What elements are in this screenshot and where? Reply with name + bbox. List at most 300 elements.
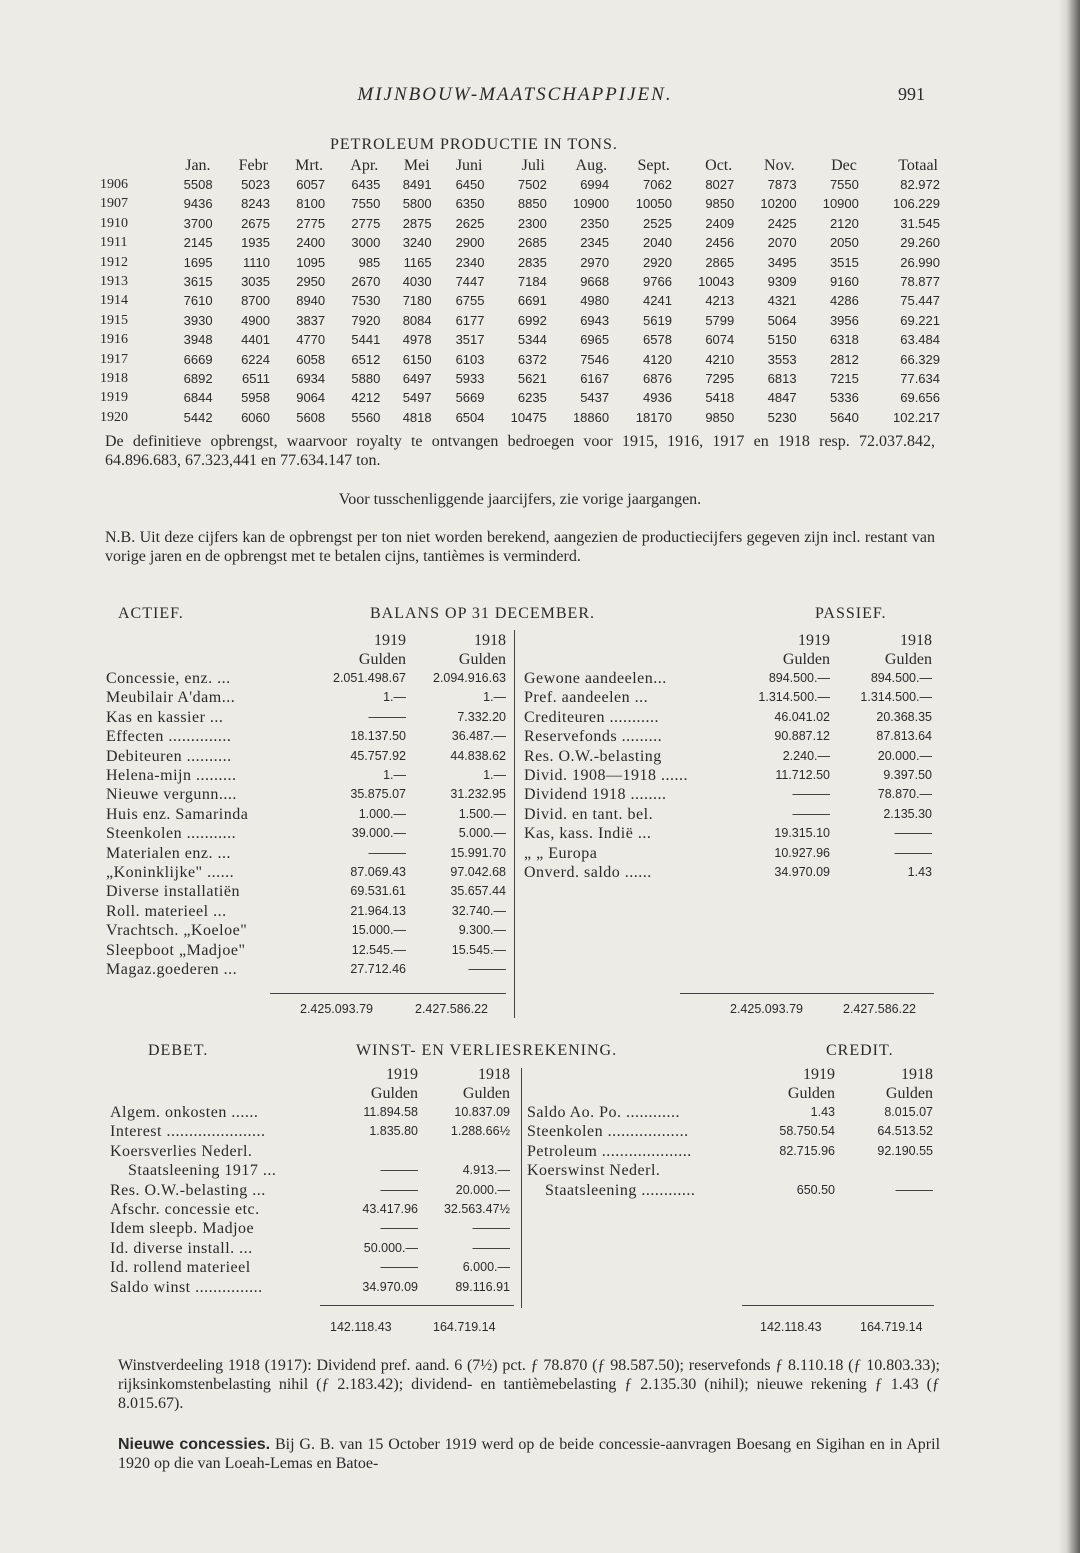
actief-table bbox=[106, 631, 506, 980]
value-cell: 82.972 bbox=[900, 177, 940, 192]
month-header: Totaal bbox=[898, 157, 938, 174]
value-cell: 4213 bbox=[705, 293, 735, 309]
value-cell: 66.329 bbox=[900, 351, 940, 367]
balance-title: BALANS OP 31 DECEMBER. bbox=[370, 605, 595, 622]
actief-amount: 87.069.43 bbox=[350, 865, 406, 880]
value-cell: 7295 bbox=[705, 371, 735, 387]
value-cell: 2145 bbox=[183, 235, 213, 251]
actief-row bbox=[106, 941, 506, 960]
production-row bbox=[100, 388, 940, 407]
debet-row bbox=[110, 1103, 510, 1122]
month-header: Juni bbox=[455, 157, 483, 174]
value-cell: 2920 bbox=[643, 254, 672, 270]
value-cell: 6943 bbox=[580, 312, 610, 328]
credit-row bbox=[527, 1103, 933, 1122]
value-cell: 2775 bbox=[351, 215, 381, 231]
value-cell: 6167 bbox=[580, 371, 610, 387]
actief-amount: 45.757.92 bbox=[350, 748, 406, 763]
debet-label: Id. diverse install. ... bbox=[110, 1239, 253, 1257]
actief-amount: 9.300.— bbox=[458, 923, 506, 938]
value-cell: 6965 bbox=[580, 332, 610, 348]
value-cell: 2350 bbox=[580, 215, 610, 231]
credit-amount: 82.715.96 bbox=[779, 1143, 835, 1158]
value-cell: 18170 bbox=[635, 409, 672, 425]
debet-amount: ——— bbox=[380, 1221, 418, 1236]
pl-title: WINST- EN VERLIESREKENING. bbox=[356, 1042, 618, 1059]
value-cell: 75.447 bbox=[900, 293, 940, 309]
value-cell: 3948 bbox=[183, 332, 213, 348]
debet-amount: 11.894.58 bbox=[363, 1105, 418, 1119]
credit-amount: 92.190.55 bbox=[877, 1143, 933, 1158]
credit-title: CREDIT. bbox=[826, 1042, 894, 1059]
production-row bbox=[100, 330, 940, 349]
credit-table bbox=[527, 1065, 933, 1200]
value-cell: 6350 bbox=[455, 196, 485, 212]
month-header: Sept. bbox=[637, 157, 670, 174]
value-cell: 7062 bbox=[643, 177, 672, 192]
unit-gulden: Gulden bbox=[462, 1085, 510, 1102]
value-cell: 102.217 bbox=[893, 409, 940, 425]
value-cell: 8491 bbox=[402, 177, 432, 192]
year-cell: 1916 bbox=[100, 332, 128, 348]
value-cell: 4210 bbox=[705, 351, 735, 367]
value-cell: 1095 bbox=[296, 254, 326, 270]
value-cell: 6318 bbox=[829, 332, 859, 348]
page-title: MIJNBOUW-MAATSCHAPPIJEN. bbox=[357, 84, 673, 105]
actief-amount: 15.545.— bbox=[451, 942, 506, 957]
value-cell: 2425 bbox=[767, 215, 797, 231]
year-cell: 1918 bbox=[100, 371, 128, 387]
value-cell: 3000 bbox=[351, 235, 381, 251]
value-cell: 5023 bbox=[241, 177, 270, 192]
passief-total-rule bbox=[680, 993, 934, 994]
value-cell: 6058 bbox=[296, 351, 326, 367]
value-cell: 4978 bbox=[402, 332, 432, 348]
value-cell: 5230 bbox=[767, 409, 797, 425]
passief-rows bbox=[524, 669, 932, 882]
value-cell: 6074 bbox=[705, 332, 735, 348]
value-cell: 7530 bbox=[351, 293, 381, 309]
debet-amount: 20.000.— bbox=[455, 1182, 510, 1197]
debet-total-rule bbox=[320, 1305, 514, 1306]
value-cell: 4321 bbox=[767, 293, 797, 309]
credit-amount bbox=[739, 1161, 835, 1180]
actief-amount: 1.500.— bbox=[458, 806, 506, 821]
passief-amount: 19.315.10 bbox=[774, 826, 830, 841]
debet-row bbox=[110, 1278, 510, 1297]
production-table bbox=[100, 156, 940, 427]
value-cell: 5418 bbox=[705, 390, 735, 406]
value-cell: 7184 bbox=[517, 274, 547, 290]
actief-label: Debiteuren .......... bbox=[106, 747, 232, 765]
value-cell: 4030 bbox=[402, 274, 432, 290]
book-edge bbox=[1058, 0, 1080, 1553]
debet-amount: 6.000.— bbox=[462, 1260, 510, 1275]
passief-label: „ „ Europa bbox=[524, 844, 598, 862]
passief-amount: 9.397.50 bbox=[883, 768, 932, 783]
value-cell: 7502 bbox=[517, 177, 547, 192]
value-cell: 6511 bbox=[242, 371, 270, 387]
value-cell: 9160 bbox=[829, 274, 859, 290]
value-cell: 3240 bbox=[402, 235, 432, 251]
value-cell: 5442 bbox=[183, 409, 213, 425]
value-cell: 3035 bbox=[241, 274, 270, 290]
passief-title: PASSIEF. bbox=[815, 605, 887, 622]
debet-table bbox=[110, 1065, 510, 1297]
production-row bbox=[100, 194, 940, 213]
debet-year-row bbox=[110, 1065, 510, 1084]
passief-amount: ——— bbox=[894, 826, 932, 841]
year-cell: 1910 bbox=[100, 215, 128, 231]
value-cell: 6934 bbox=[296, 371, 326, 387]
value-cell: 8940 bbox=[296, 293, 326, 309]
passief-amount: 11.712.50 bbox=[775, 768, 830, 783]
credit-label: Steenkolen .................. bbox=[527, 1123, 689, 1141]
value-cell: 6060 bbox=[241, 409, 270, 425]
debet-label: Koersverlies Nederl. bbox=[110, 1142, 253, 1160]
credit-row bbox=[527, 1161, 933, 1180]
passief-row bbox=[524, 766, 932, 785]
passief-row bbox=[524, 824, 932, 843]
credit-unit-row bbox=[527, 1084, 933, 1103]
value-cell: 2812 bbox=[829, 351, 859, 367]
debet-label: Idem sleepb. Madjoe bbox=[110, 1220, 255, 1238]
unit-gulden: Gulden bbox=[782, 651, 830, 668]
value-cell: 7550 bbox=[829, 177, 859, 192]
value-cell: 6994 bbox=[580, 177, 610, 192]
passief-label: Divid. 1908—1918 ...... bbox=[524, 767, 688, 785]
credit-amount: 58.750.54 bbox=[779, 1124, 835, 1139]
passief-label: Crediteuren ........... bbox=[524, 708, 660, 726]
actief-amount: 27.712.46 bbox=[350, 962, 406, 977]
passief-amount: 894.500.— bbox=[768, 671, 830, 685]
actief-amount: 1.— bbox=[483, 690, 506, 705]
debet-amount bbox=[322, 1142, 418, 1161]
winstverdeling-paragraph: Winstverdeeling 1918 (1917): Dividend pref. aand. 6 (7½) pct. ƒ 78.870 (ƒ 98.587.50); reservefonds ƒ 8.110.18 (ƒ 10.803.33); rijksinkomstenbelasting nihil (ƒ 2.183.42); dividend- en tantièmebelasting ƒ 2.135.30 (nihil); nieuwe rekening ƒ 1.43 (ƒ 8.015.67). bbox=[118, 1357, 940, 1412]
actief-amount: 32.740.— bbox=[451, 903, 506, 918]
year-1919: 1919 bbox=[374, 632, 406, 649]
credit-amount: 8.015.07 bbox=[884, 1105, 933, 1119]
value-cell: 2040 bbox=[643, 235, 672, 251]
passief-year-row bbox=[524, 631, 932, 650]
actief-amount: 5.000.— bbox=[458, 826, 506, 841]
passief-label: Res. O.W.-belasting bbox=[524, 747, 662, 765]
debet-amount: ——— bbox=[472, 1221, 510, 1236]
debet-amount: 34.970.09 bbox=[362, 1279, 418, 1294]
value-cell: 5933 bbox=[455, 371, 485, 387]
passief-amount: 90.887.12 bbox=[774, 729, 830, 744]
value-cell: 9766 bbox=[643, 274, 672, 290]
actief-amount: ——— bbox=[368, 709, 406, 724]
actief-amount: ——— bbox=[368, 845, 406, 860]
unit-gulden: Gulden bbox=[458, 651, 506, 668]
actief-amount: 36.487.— bbox=[451, 729, 506, 744]
debet-unit-row bbox=[110, 1084, 510, 1103]
actief-amount: 1.— bbox=[383, 768, 406, 783]
actief-amount: 18.137.50 bbox=[350, 729, 406, 744]
intermediate-years-note: Voor tusschenliggende jaarcijfers, zie vorige jaargangen. bbox=[338, 491, 702, 508]
passief-total-1919: 2.425.093.79 bbox=[730, 1002, 803, 1016]
actief-amount: 2.094.916.63 bbox=[433, 671, 506, 685]
actief-rows bbox=[106, 669, 506, 980]
value-cell: 5799 bbox=[705, 312, 735, 328]
value-cell: 8243 bbox=[241, 196, 270, 212]
passief-amount: 78.870.— bbox=[877, 787, 932, 802]
debet-label: Afschr. concessie etc. bbox=[110, 1201, 260, 1219]
actief-amount: 12.545.— bbox=[351, 942, 406, 957]
value-cell: 6992 bbox=[517, 312, 547, 328]
credit-total-1918: 164.719.14 bbox=[860, 1320, 923, 1334]
actief-label: Materialen enz. ... bbox=[106, 844, 231, 862]
value-cell: 4980 bbox=[580, 293, 610, 309]
value-cell: 2835 bbox=[517, 254, 547, 270]
value-cell: 5437 bbox=[580, 390, 610, 406]
value-cell: 2525 bbox=[643, 215, 672, 231]
production-header-row bbox=[100, 156, 940, 175]
value-cell: 3930 bbox=[183, 312, 213, 328]
value-cell: 7180 bbox=[402, 293, 432, 309]
passief-row bbox=[524, 708, 932, 727]
passief-unit-row bbox=[524, 650, 932, 669]
passief-table bbox=[524, 631, 932, 882]
value-cell: 6224 bbox=[241, 351, 270, 367]
month-header: Apr. bbox=[350, 157, 379, 174]
actief-label: Steenkolen ........... bbox=[106, 825, 237, 843]
passief-amount: 87.813.64 bbox=[876, 729, 932, 744]
value-cell: 2120 bbox=[829, 215, 859, 231]
production-row bbox=[100, 311, 940, 330]
actief-row bbox=[106, 805, 506, 824]
value-cell: 1695 bbox=[183, 254, 213, 270]
value-cell: 6512 bbox=[351, 351, 381, 367]
production-row bbox=[100, 350, 940, 369]
value-cell: 10200 bbox=[760, 196, 797, 212]
unit-gulden: Gulden bbox=[787, 1085, 835, 1102]
actief-row bbox=[106, 844, 506, 863]
value-cell: 9436 bbox=[183, 196, 213, 212]
value-cell: 5508 bbox=[183, 177, 213, 192]
value-cell: 6504 bbox=[455, 409, 485, 425]
debet-label: Staatsleening 1917 ... bbox=[128, 1162, 277, 1180]
value-cell: 6497 bbox=[402, 371, 432, 387]
pl-divider bbox=[521, 1068, 522, 1308]
debet-amount: 4.913.— bbox=[462, 1163, 510, 1178]
debet-amount: ——— bbox=[380, 1163, 418, 1178]
value-cell: 3837 bbox=[296, 312, 326, 328]
debet-amount: 43.417.96 bbox=[362, 1202, 418, 1217]
actief-row bbox=[106, 785, 506, 804]
unit-gulden: Gulden bbox=[884, 651, 932, 668]
credit-total-rule bbox=[742, 1305, 934, 1306]
month-header: Nov. bbox=[764, 157, 795, 174]
value-cell: 4770 bbox=[296, 332, 326, 348]
debet-label: Id. rollend materieel bbox=[110, 1259, 251, 1277]
debet-rows bbox=[110, 1103, 510, 1297]
value-cell: 5640 bbox=[829, 409, 859, 425]
passief-row bbox=[524, 747, 932, 766]
actief-total-rule bbox=[270, 993, 506, 994]
year-1918: 1918 bbox=[478, 1066, 510, 1083]
passief-row bbox=[524, 669, 932, 688]
passief-row bbox=[524, 805, 932, 824]
value-cell: 6844 bbox=[183, 390, 213, 406]
value-cell: 7610 bbox=[183, 293, 213, 309]
actief-label: Vrachtsch. „Koeloe" bbox=[106, 922, 248, 940]
value-cell: 2875 bbox=[402, 215, 432, 231]
actief-amount: 7.332.20 bbox=[457, 709, 506, 724]
credit-row bbox=[527, 1122, 933, 1141]
value-cell: 5669 bbox=[455, 390, 485, 406]
value-cell: 985 bbox=[358, 254, 381, 270]
passief-amount: ——— bbox=[894, 845, 932, 860]
actief-amount: 35.657.44 bbox=[450, 884, 506, 899]
value-cell: 4818 bbox=[402, 409, 432, 425]
actief-amount: 31.232.95 bbox=[450, 787, 506, 802]
debet-total-1918: 164.719.14 bbox=[433, 1320, 496, 1334]
value-cell: 6435 bbox=[351, 177, 381, 192]
page-number: 991 bbox=[898, 84, 925, 104]
year-cell: 1919 bbox=[100, 390, 128, 406]
actief-label: Kas en kassier ... bbox=[106, 708, 224, 726]
value-cell: 2456 bbox=[705, 235, 735, 251]
actief-amount: 44.838.62 bbox=[450, 748, 506, 763]
actief-row bbox=[106, 863, 506, 882]
year-cell: 1920 bbox=[100, 409, 128, 425]
actief-amount: 39.000.— bbox=[351, 826, 406, 841]
unit-gulden: Gulden bbox=[358, 651, 406, 668]
month-header: Mei bbox=[403, 157, 430, 174]
value-cell: 6177 bbox=[455, 312, 485, 328]
value-cell: 2865 bbox=[705, 254, 735, 270]
concessies-heading: Nieuwe concessies. bbox=[118, 1436, 271, 1453]
value-cell: 77.634 bbox=[900, 371, 940, 387]
credit-label: Saldo Ao. Po. ............ bbox=[527, 1104, 681, 1121]
value-cell: 5064 bbox=[767, 312, 797, 328]
royalty-paragraph: De definitieve opbrengst, waarvoor royalty te ontvangen bedroegen voor 1915, 1916, 1917 en 1918 resp. 72.037.842, 64.896.683, 67.323,441 en 77.634.147 ton. bbox=[105, 433, 935, 469]
value-cell: 6755 bbox=[455, 293, 485, 309]
value-cell: 4401 bbox=[241, 332, 270, 348]
value-cell: 6669 bbox=[183, 351, 213, 367]
passief-row bbox=[524, 844, 932, 863]
passief-label: Reservefonds ......... bbox=[524, 728, 663, 746]
production-row bbox=[100, 369, 940, 388]
debet-title: DEBET. bbox=[148, 1042, 209, 1059]
actief-amount: 97.042.68 bbox=[450, 865, 506, 880]
month-header: Mrt. bbox=[295, 157, 324, 174]
value-cell: 5336 bbox=[829, 390, 859, 406]
value-cell: 3553 bbox=[767, 351, 797, 367]
year-1919: 1919 bbox=[798, 632, 830, 649]
debet-label: Algem. onkosten ...... bbox=[110, 1104, 259, 1121]
value-cell: 8084 bbox=[402, 312, 432, 328]
debet-label: Interest ...................... bbox=[110, 1123, 266, 1141]
actief-row bbox=[106, 688, 506, 707]
value-cell: 6150 bbox=[402, 351, 432, 367]
year-cell: 1907 bbox=[100, 196, 128, 212]
value-cell: 5958 bbox=[241, 390, 270, 406]
actief-amount: 1.— bbox=[483, 768, 506, 783]
value-cell: 2950 bbox=[296, 274, 326, 290]
credit-label: Staatsleening ............ bbox=[545, 1181, 696, 1199]
value-cell: 2970 bbox=[580, 254, 610, 270]
debet-amount: 50.000.— bbox=[363, 1240, 418, 1255]
balance-divider bbox=[514, 630, 515, 1018]
credit-label: Koerswinst Nederl. bbox=[527, 1162, 661, 1180]
value-cell: 5800 bbox=[402, 196, 432, 212]
year-cell: 1911 bbox=[100, 235, 128, 251]
actief-amount: 15.991.70 bbox=[450, 845, 506, 860]
value-cell: 9850 bbox=[705, 196, 735, 212]
passief-amount: 2.240.— bbox=[782, 748, 830, 763]
value-cell: 6103 bbox=[455, 351, 485, 367]
value-cell: 5880 bbox=[351, 371, 381, 387]
value-cell: 3517 bbox=[455, 332, 485, 348]
value-cell: 4286 bbox=[829, 293, 859, 309]
credit-row bbox=[527, 1181, 933, 1200]
actief-amount: 69.531.61 bbox=[350, 884, 406, 899]
month-header: Juli bbox=[521, 157, 545, 174]
passief-amount: 894.500.— bbox=[870, 671, 932, 685]
actief-row bbox=[106, 708, 506, 727]
debet-amount: 32.563.47½ bbox=[443, 1202, 510, 1217]
value-cell: 4212 bbox=[351, 390, 381, 406]
passief-amount: 34.970.09 bbox=[774, 865, 830, 880]
year-1919: 1919 bbox=[803, 1066, 835, 1083]
value-cell: 6450 bbox=[455, 177, 485, 192]
value-cell: 4847 bbox=[767, 390, 797, 406]
value-cell: 2300 bbox=[517, 215, 547, 231]
value-cell: 5441 bbox=[351, 332, 381, 348]
actief-total-1919: 2.425.093.79 bbox=[300, 1002, 373, 1016]
passief-label: Divid. en tant. bel. bbox=[524, 805, 654, 823]
value-cell: 9064 bbox=[296, 390, 326, 406]
value-cell: 6235 bbox=[517, 390, 547, 406]
actief-amount: ——— bbox=[468, 962, 506, 977]
debet-row bbox=[110, 1239, 510, 1258]
debet-row bbox=[110, 1219, 510, 1238]
actief-label: Helena-mijn ......... bbox=[106, 767, 237, 785]
debet-row bbox=[110, 1122, 510, 1141]
value-cell: 9668 bbox=[580, 274, 610, 290]
debet-amount: 89.116.91 bbox=[455, 1279, 510, 1294]
value-cell: 9850 bbox=[705, 409, 735, 425]
year-cell: 1917 bbox=[100, 351, 128, 367]
value-cell: 6813 bbox=[767, 371, 797, 387]
actief-total-1918: 2.427.586.22 bbox=[415, 1002, 488, 1016]
year-cell: 1913 bbox=[100, 274, 128, 290]
month-header: Dec bbox=[831, 157, 857, 174]
value-cell: 1165 bbox=[403, 254, 432, 270]
value-cell: 10050 bbox=[635, 196, 672, 212]
debet-amount bbox=[418, 1142, 510, 1161]
production-row bbox=[100, 272, 940, 291]
value-cell: 7546 bbox=[580, 351, 610, 367]
actief-amount: 2.051.498.67 bbox=[333, 671, 406, 685]
month-header: Oct. bbox=[705, 157, 733, 174]
value-cell: 10900 bbox=[822, 196, 859, 212]
actief-label: Huis enz. Samarinda bbox=[106, 805, 249, 823]
unit-gulden: Gulden bbox=[885, 1085, 933, 1102]
production-row bbox=[100, 233, 940, 252]
actief-amount: 1.000.— bbox=[358, 806, 406, 821]
value-cell: 26.990 bbox=[900, 254, 940, 270]
passief-label: Gewone aandeelen... bbox=[524, 670, 667, 687]
actief-label: Roll. materieel ... bbox=[106, 902, 227, 920]
passief-amount: ——— bbox=[792, 806, 830, 821]
debet-amount: ——— bbox=[380, 1260, 418, 1275]
value-cell: 5560 bbox=[351, 409, 381, 425]
passief-amount: 20.000.— bbox=[877, 748, 932, 763]
